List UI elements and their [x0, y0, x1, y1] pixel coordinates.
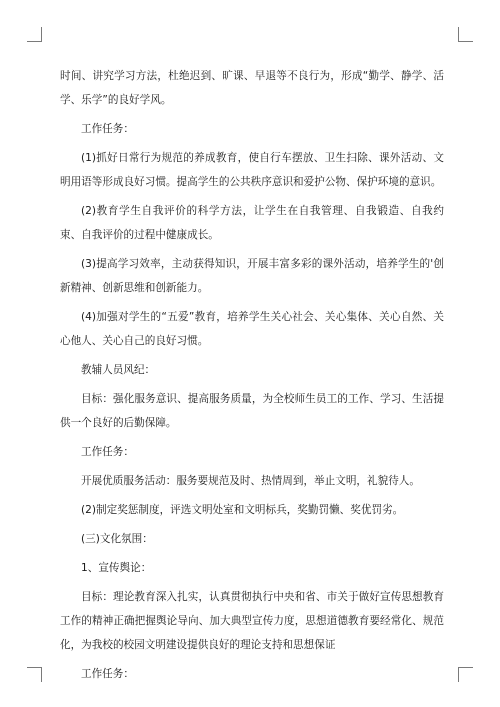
paragraph: 工作任务：	[81, 668, 134, 680]
crop-mark-bottom-left	[27, 667, 42, 682]
paragraph: 教辅人员风纪：	[81, 364, 156, 376]
crop-mark-bottom-right	[458, 667, 473, 682]
paragraph: 工作任务：	[81, 446, 134, 458]
paragraph: 目标：强化服务意识、提高服务质量，为全校师生员工的工作、学习、生活提供一个良好的后勤保障。	[60, 393, 444, 429]
paragraph: 目标：理论教育深入扎实，认真贯彻执行中央和省、市关于做好宣传思想教育工作的精神正确把握舆论导向、加大典型宣传力度，思想道德教育要经常化、规范化，为我校的校园文明建设提供良好的理论支持和思想保证	[60, 591, 444, 651]
crop-mark-top-left	[27, 27, 42, 42]
paragraph: (2)制定奖惩制度，评选文明处室和文明标兵，奖勤罚懒、奖优罚劣。	[81, 504, 404, 516]
paragraph: (3)提高学习效率，主动获得知识，开展丰富多彩的课外活动，培养学生的'创新精神、创新思维和创新能力。	[60, 258, 444, 294]
paragraph: 1、宣传舆论：	[81, 562, 152, 574]
paragraph: (三)文化氛围：	[81, 533, 153, 545]
paragraph: 开展优质服务活动：服务要规范及时、热情周到，举止文明，礼貌待人。	[81, 475, 420, 487]
paragraph: (2)教育学生自我评价的科学方法，让学生在自我管理、自我锻造、自我约束、自我评价的过程中健康成长。	[60, 205, 444, 241]
paragraph: (4)加强对学生的“五爱”教育，培养学生关心社会、关心集体、关心自然、关心他人、关心自己的良好习惯。	[60, 311, 444, 347]
paragraph: (1)抓好日常行为规范的养成教育，使自行车摆放、卫生扫除、课外活动、文明用语等形成良好习惯。提高学生的公共秩序意识和爱护公物、保护环境的意识。	[60, 152, 444, 188]
paragraph: 工作任务：	[81, 123, 134, 135]
crop-mark-top-right	[458, 27, 473, 42]
document-body	[60, 64, 444, 691]
paragraph: 时间、讲究学习方法，杜绝迟到、旷课、早退等不良行为，形成“勤学、静学、活学、乐学”的良好学风。	[60, 70, 444, 106]
